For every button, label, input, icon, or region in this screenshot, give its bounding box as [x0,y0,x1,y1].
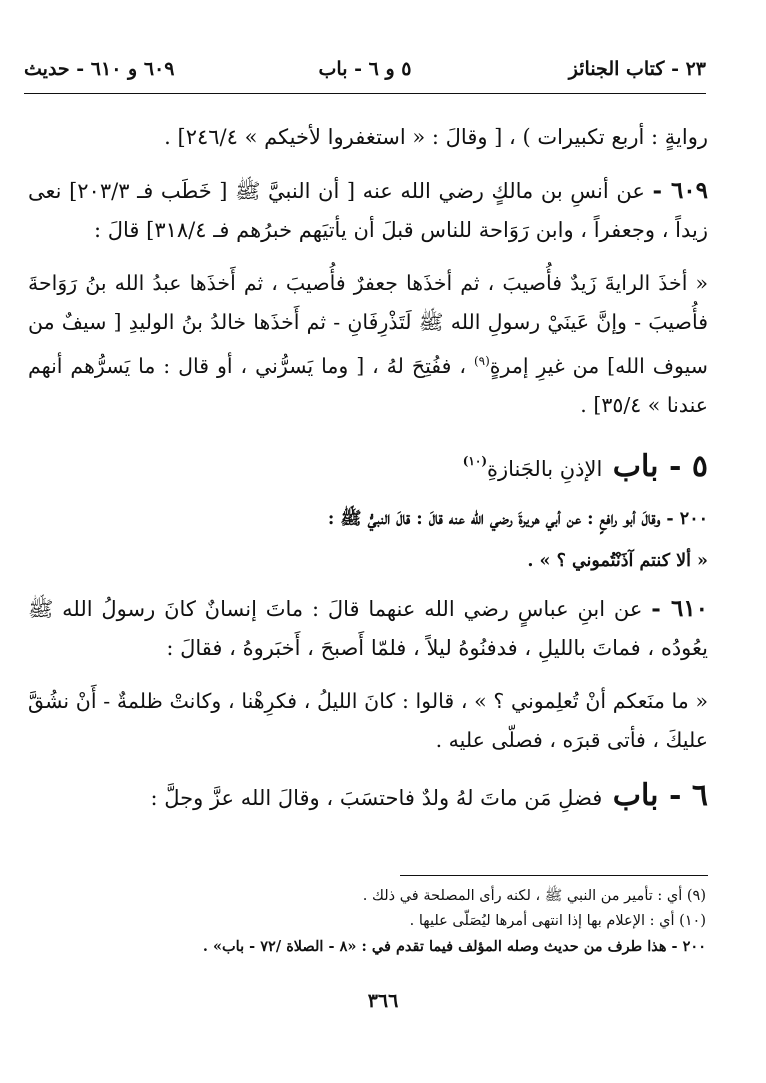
footnote-9: (٩) أي : تأمير من النبي ﷺ ، لكنه رأى المصلحة في ذلك . [362,888,706,904]
hadith-609-quote-text: « أخذَ الرايةَ زَيدٌ فأُصيبَ ، ثم أخذَها جعفرٌ فأُصيبَ ، ثم أَخذَها عبدُ الله بنُ رَوَاحةَ فأُصيبَ - وإنَّ عَينَيْ رسولِ الله ﷺ لَتَذْرِفَانِ - ثم أَخذَها خالدُ بنُ الوليدِ [ سيفٌ من سيوف الله] من غيرِ إمرةٍ [28,271,708,378]
footnote-200: ٢٠٠ - هذا طرف من حديث وصله المؤلف فيما تقدم في : «٨ - الصلاة /٧٢ - باب» . [202,938,706,955]
paragraph-riwaya [28,118,708,157]
hadith-610-quote [28,682,708,760]
footnotes [28,884,706,959]
hadith-610-quote-text: « ما منَعكم أنْ تُعلِموني ؟ » ، قالوا : كانَ الليلُ ، فكرِهْنا ، وكانتْ ظلمةٌ - أَنْ نشُقَّ عليكَ ، فأتى قبرَه ، فصلّى عليه . [28,688,708,752]
footnote-10: (١٠) أي : الإعلام بها إذا انتهى أمرها ليُصَلّى عليها . [409,913,706,929]
hadith-609-quote [28,264,708,425]
bab-6-label: ٦ - باب [612,777,708,813]
footnote-ref-10: (١٠) [462,453,487,468]
hadith-609-text: عن أنسِ بن مالكٍ رضي الله عنه [ أن النبيَّ ﷺ [ خَطَب فـ ٢٠٣/٣] نعى زيداً ، وجعفراً ، وابن رَوَاحة للناس قبلَ أن يأتيَهم خبرُهم فـ ٣١٨/٤] قالَ : [28,179,708,242]
footnote-ref-9: (٩) [473,354,490,368]
mu-allaq-200-quote-text: « ألا كنتم آذَنْتُموني ؟ » . [527,550,708,571]
hadith-609-quote-end: ، ففُتِحَ لهُ ، [ وما يَسرُّني ، أو قال : ما يَسرُّهم أنهم عندنا » ٣٥/٤] . [28,353,708,417]
mu-allaq-200-quote [28,543,708,579]
bab-5-title: الإذنِ بالجَنازةِ [487,456,603,481]
footnote-rule [400,875,708,876]
hadith-609 [28,171,708,250]
bab-5-heading [28,439,708,491]
header-hadith-range: ٦٠٩ و ٦١٠ - حديث [24,58,175,80]
hadith-610 [28,589,708,668]
hadith-610-number: ٦١٠ - [651,594,708,622]
page-number: ٣٦٦ [367,990,399,1012]
bab-6-heading [28,774,708,820]
header-book-title: ٢٣ - كتاب الجنائز [568,58,706,80]
mu-allaq-200 [28,501,708,537]
riwaya-text: روايةٍ : أربع تكبيرات ) ، [ وقالَ : « استغفروا لأخيكم » ٢٤٦/٤] . [164,125,708,149]
main-text [28,118,708,830]
bab-6-title: فضلِ مَن ماتَ لهُ ولدٌ فاحتسَبَ ، وقالَ الله عزَّ وجلَّ : [150,785,603,810]
running-header [24,58,706,92]
header-chapter: ٥ و ٦ - باب [318,58,412,80]
bab-5-label: ٥ - باب [612,448,708,484]
hadith-609-number: ٦٠٩ - [652,177,709,204]
header-rule [24,93,706,94]
hadith-610-text: عن ابنِ عباسٍ رضي الله عنهما قالَ : ماتَ إنسانٌ كانَ رسولُ الله ﷺ يعُودُه ، فماتَ بالليلِ ، فدفنُوهُ ليلاً ، فلمّا أَصبحَ ، أَخبَروهُ ، فقالَ : [28,596,708,660]
mu-allaq-200-text: ٢٠٠ - وقالَ أبو رافعٍ : عن أبي هريرةَ رضي الله عنه قالَ : قالَ النبيُّ ﷺ : [327,508,708,529]
